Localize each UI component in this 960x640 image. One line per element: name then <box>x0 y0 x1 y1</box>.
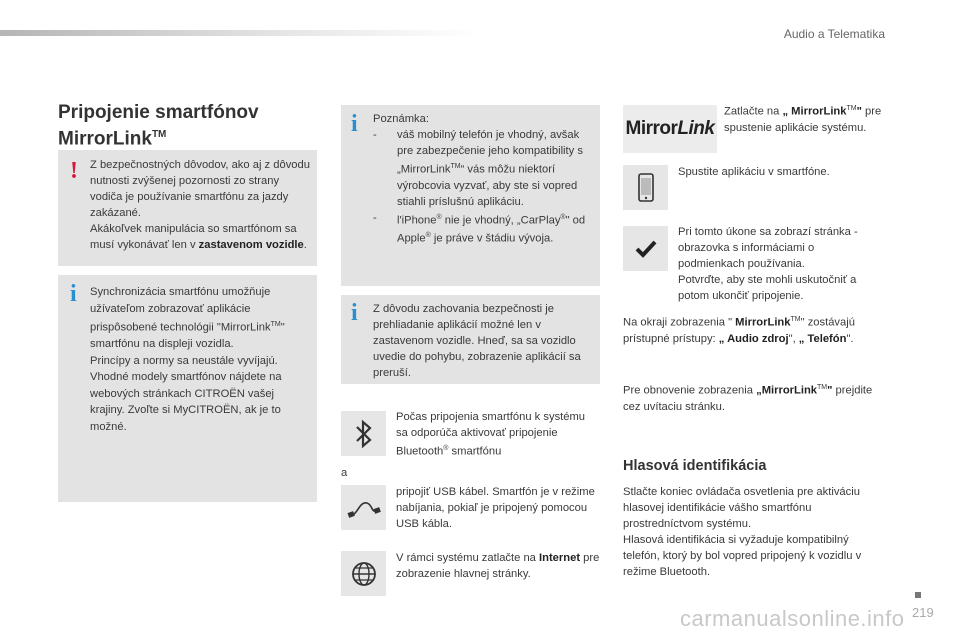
mirrorlink-logo-box <box>623 105 717 153</box>
edge-access-text: Na okraji zobrazenia " MirrorLink™" zostávajú prístupné prístupy: „ Audio zdroj", „ Telefón". <box>623 316 855 345</box>
safety-text: Z dôvodu zachovania bezpečnosti je prehliadanie aplikácií možné len v zastavenom vozidle. Hneď, sa sa vozidlo uvedie do pohybu, zobrazenie aplikácií sa preruší. <box>373 303 581 379</box>
mirrorlink-step-text: Zatlačte na „ MirrorLink™" pre spustenie aplikácie systému. <box>724 105 882 134</box>
and-text: a <box>341 467 348 479</box>
sync-text-1: Synchronizácia smartfónu umožňuje užívateľom zobrazovať aplikácie prispôsobené technológii "MirrorLink <box>90 286 271 334</box>
sync-text-2: Princípy a normy sa neustále vyvíjajú. Vhodné modely smartfónov nájdete na webových stránkach CITROËN vašej krajiny. Zvoľte si MyCITROËN, ak je to možné. <box>90 354 282 433</box>
note-box <box>341 105 600 286</box>
warning-box: ! Z bezpečnostných dôvodov, ako aj z dôvodu nutnosti zvýšenej pozornosti zo strany vodiča je používanie smartfónu za jazdy zakázané. Akákoľvek manipulácia so smartfónom sa musí vykonávať len v zastavenom vozidle. <box>58 150 317 266</box>
bluetooth-step-text: Počas pripojenia smartfónu k systému sa odporúča aktivovať pripojenie Bluetooth® smartfónu <box>396 411 586 458</box>
title-line1: Pripojenie smartfónov <box>58 102 259 123</box>
phone-step-text: Spustite aplikáciu v smartfóne. <box>678 166 830 178</box>
warning-text-2: Akákoľvek manipulácia so smartfónom sa musí vykonávať len v <box>90 223 297 251</box>
info-icon: i <box>351 111 358 137</box>
note-item-2: - l'iPhone® nie je vhodný, „CarPlay®" od Apple® je práve v štádiu vývoja. <box>373 210 595 247</box>
refresh-text: Pre obnovenie zobrazenia „MirrorLink™" prejdite cez uvítaciu stránku. <box>623 384 873 413</box>
safety-box <box>341 295 600 384</box>
info-icon: i <box>351 300 358 326</box>
voice-text: Stlačte koniec ovládača osvetlenia pre aktiváciu hlasovej identifikácie vášho smartfónu prostredníctvom systému. Hlasová identifikácia si vyžaduje kompatibilný telefón, ktorý by bol vopred pripojený k vozidlu v režime Bluetooth. <box>623 486 862 578</box>
bluetooth-icon <box>353 419 375 449</box>
info-box-synchronization: i Synchronizácia smartfónu umožňuje užívateľom zobrazovať aplikácie prispôsobené technológii "MirrorLink™" smartfónu na displeji vozidla. Princípy a normy sa neustále vyvíjajú. Vhodné modely smartfónov nájdete na webových stránkach CITROËN vašej krajiny. Zvoľte si MyCITROËN, ak je to možné. <box>58 275 317 502</box>
watermark: carmanualsonline.info <box>680 606 905 631</box>
page-number: 219 <box>912 605 934 620</box>
checkmark-icon <box>635 239 657 259</box>
smartphone-icon <box>634 172 658 204</box>
warning-text-1: Z bezpečnostných dôvodov, ako aj z dôvodu nutnosti zvýšenej pozornosti zo strany vodiča je používanie smartfónu za jazdy zakázané. <box>90 159 310 219</box>
exclamation-icon: ! <box>70 158 78 184</box>
usb-step-text: pripojiť USB kábel. Smartfón je v režime nabíjania, pokiaľ je pripojený pomocou USB kábla. <box>396 486 595 530</box>
mirrorlink-logo: MirrorLink <box>625 118 715 139</box>
note-title: Poznámka: <box>373 113 429 125</box>
phone-icon-box <box>623 165 668 210</box>
note-item-1: - váš mobilný telefón je vhodný, avšak pre zabezpečenie jeho kompatibility s „MirrorLink™“ vás môžu niektorí výrobcovia vyzvať, aby ste si vopred stiahli príslušnú aplikáciu. <box>373 127 595 210</box>
globe-icon <box>349 559 379 589</box>
check-icon-box <box>623 226 668 271</box>
usb-icon-box <box>341 485 386 530</box>
page-title: Pripojenie smartfónov MirrorLink™ <box>58 102 259 150</box>
voice-section-title: Hlasová identifikácia <box>623 458 767 474</box>
top-decoration-bar <box>0 30 480 36</box>
usb-cable-icon <box>347 495 381 521</box>
check-step-text: Pri tomto úkone sa zobrazí stránka - obrazovka s informáciami o podmienkach používania. Potvrďte, aby ste mohli uskutočniť a potom ukončiť pripojenie. <box>678 226 858 302</box>
internet-step-text: V rámci systému zatlačte na Internet pre zobrazenie hlavnej stránky. <box>396 552 600 580</box>
section-header: Audio a Telematika <box>783 27 885 41</box>
page-marker <box>915 592 921 598</box>
bluetooth-icon-box <box>341 411 386 456</box>
internet-icon-box <box>341 551 386 596</box>
title-line2: MirrorLink <box>58 128 152 150</box>
info-icon: i <box>70 281 77 307</box>
